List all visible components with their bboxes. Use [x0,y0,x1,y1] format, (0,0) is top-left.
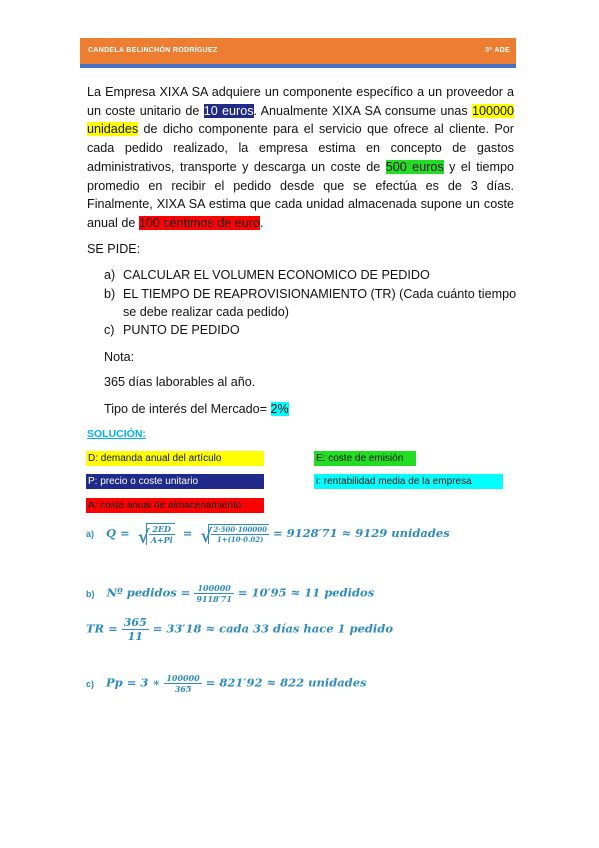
formula-denominator: 1+(10·0.02) [216,535,264,544]
equation-label: a) [86,529,95,539]
equation-lhs: Pp = 3 ∗ [106,675,161,690]
interest-rate-note [104,402,289,416]
order-cost-highlight: 500 euros [385,159,444,174]
equation-result: = 33′18 ≈ cada 33 días hace 1 pedido [152,621,394,636]
equation-reorder-point [86,673,367,694]
interest-rate-value: 2% [270,402,289,416]
legend-order-cost: E: coste de emisión [314,451,416,466]
formula-numerator: 365 [123,616,147,629]
formula-numerator: 100000 [166,673,200,683]
equation-eoq: a) Q = √ $\frac{2ED}{A+Pi}$ = √ $\frac{2\cdot 500\cdot 100000}{1+(10\cdot 0.02)}$ = 9128′71 ≈ 9129 unidades [86,523,450,545]
header-author: CANDELA BELINCHÓN RODRÍGUEZ [88,47,218,54]
list-marker: a) [104,268,116,282]
list-item [104,266,524,284]
legend-unit-price: P: precio o coste unitario [86,474,264,489]
formula-numerator: 100000 [194,583,234,594]
list-marker: b) [104,287,116,301]
working-days-note: 365 días laborables al año. [104,375,256,389]
formula-denominator: A+Pi [150,535,173,545]
list-text: EL TIEMPO DE REAPROVISIONAMIENTO (TR) (Cada cuánto tiempo se debe realizar cada pedido) [123,287,517,319]
statement-text-4: y el tiempo promedio en recibir el pedido desde que se efectúa es de 3 días. Finalmente, XIXA SA estima que cada unidad almacenada supone un coste anual de [87,159,514,230]
formula-denominator: 9118′71 [196,594,232,604]
statement-text-3: de dicho componente para el servicio que ofrece al cliente. Por cada pedido realizado, la empresa estima en concepto de gastos administrativos, transporte y descarga un coste de [87,122,514,174]
header-course: 3º ADE [485,47,510,54]
interest-rate-text: Tipo de interés del Mercado= [104,402,271,416]
formula-numerator: √ 2ED [149,524,175,535]
legend-holding-cost: A: coste anual de almacenamiento [86,498,264,513]
se-pide-heading: SE PIDE: [87,242,141,256]
holding-cost-highlight: 100 céntimos de euro [138,215,260,230]
demand-highlight: 100000 unidades [87,103,514,137]
problem-statement [87,83,514,233]
statement-text-5: . [259,215,264,230]
equation-result: = 9128′71 ≈ 9129 unidades [272,526,450,540]
header-divider [80,64,516,68]
equation-result: = 821′92 ≈ 822 unidades [205,675,367,690]
equation-orders [86,583,374,604]
equation-lhs: TR = [86,621,118,636]
unit-cost-highlight: 10 euros [203,103,254,118]
formula-numerator: √ 2·500·100000 [213,525,267,534]
equation-reorder-time [86,616,393,643]
list-text: CALCULAR EL VOLUMEN ECONOMICO DE PEDIDO [123,268,430,282]
page-header [80,38,516,64]
solution-heading: SOLUCIÓN: [87,428,146,440]
statement-text-2: . Anualmente XIXA SA consume unas [253,103,472,118]
formula-denominator: 365 [174,684,192,694]
equation-lhs: Nº pedidos = [106,585,191,600]
statement-text-1: La Empresa XIXA SA adquiere un componente específico a un proveedor a un coste unitario de [87,85,514,118]
equation-lhs: Q = [106,526,130,540]
list-marker: c) [104,323,115,337]
legend-demand: D: demanda anual del artículo [86,451,264,466]
note-label: Nota: [104,350,135,364]
equation-result: = 10′95 ≈ 11 pedidos [237,585,375,600]
list-item [104,321,524,339]
equation-label: b) [86,588,95,599]
list-text: PUNTO DE PEDIDO [123,323,240,337]
list-item [104,285,518,321]
legend-return-rate: i: rentabilidad media de la empresa [314,474,503,489]
equation-label: c) [86,678,95,689]
formula-denominator: 11 [127,630,143,643]
